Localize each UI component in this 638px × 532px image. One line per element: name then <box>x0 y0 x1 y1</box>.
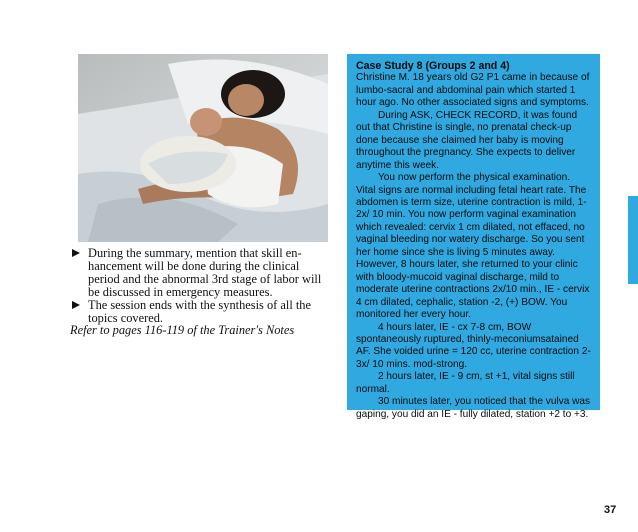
bullet-item-synthesis <box>70 299 332 325</box>
mother-newborn-photo <box>78 54 328 242</box>
case-paragraph: 4 hours later, IE - cx 7-8 cm, BOW spontaneously ruptured, thinly-meconiumsatained AF. She voided urine = 120 cc, uterine contraction 2-3x/ 10 mins. mod-strong. <box>356 321 591 370</box>
bullet-text: The session ends with the synthesis of all the topics covered. <box>88 298 312 325</box>
summary-bullet-list <box>70 247 332 325</box>
bullet-item-summary <box>70 247 332 299</box>
case-study-box <box>347 54 600 420</box>
case-paragraph: During ASK, CHECK RECORD, it was found out that Christine is single, no prenatal check-up done because she claimed her baby is moving throughout the pregnancy. She expects to deliver anytime this week. <box>356 109 578 171</box>
case-paragraph: Christine M. 18 years old G2 P1 came in because of lumbo-sacral and abdominal pain which started 1 hour ago. No other associated signs and symptoms. <box>356 72 590 109</box>
bullet-text: During the summary, mention that skill en-hancement will be done during the clinical period and the abnormal 3rd stage of labor will be discussed in emergency measures. <box>88 246 322 299</box>
trainer-notes-reference: Refer to pages 116-119 of the Trainer's Notes <box>70 323 295 337</box>
page-number: 37 <box>604 504 617 516</box>
case-paragraph: You now perform the physical examination. Vital signs are normal including fetal heart rate. The abdomen is term size, uterine contraction is mild, 1-2x/ 10 min. You now perform vaginal examination which revealed: cervix 1 cm dilated, not effaced, no vaginal bleeding nor watery discharge. So you sent her home since she is living 5 minutes away. However, 8 hours later, she returned to your clinic with bloody-mucoid vaginal discharge, mild to moderate uterine contractions 2x/10 min., IE - cervix 4 cm dilated, cephalic, station -2, (+) BOW. You monitored her every hour. <box>356 172 590 321</box>
photo-illustration <box>78 54 328 242</box>
bullet-triangle-icon <box>72 249 80 257</box>
case-paragraph: 2 hours later, IE - 9 cm, st +1, vital signs still normal. <box>356 371 575 395</box>
bullet-triangle-icon <box>72 301 80 309</box>
case-study-title: Case Study 8 (Groups 2 and 4) <box>356 60 510 72</box>
case-paragraph: 30 minutes later, you noticed that the vulva was gaping, you did an IE - fully dilated, station +2 to +3. <box>356 396 591 420</box>
section-edge-tab <box>628 196 638 284</box>
